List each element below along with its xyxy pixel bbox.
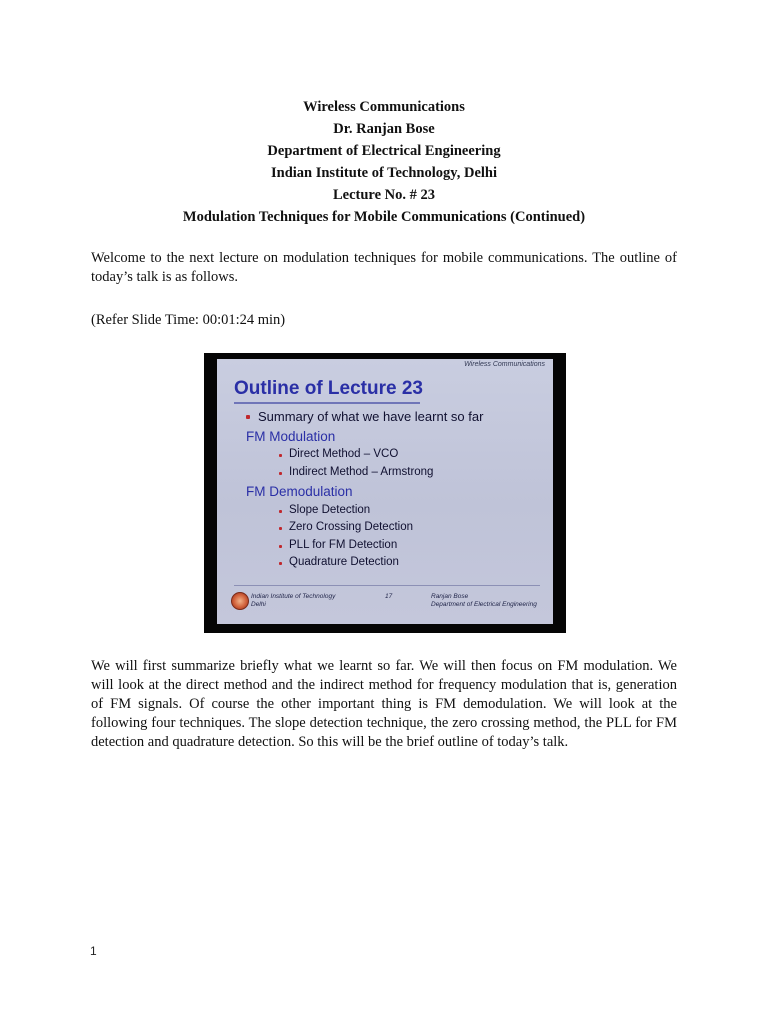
department-name: Department of Electrical Engineering xyxy=(267,143,501,159)
slide-list-item: Indirect Method – Armstrong xyxy=(279,466,433,478)
institute-name: Indian Institute of Technology, Delhi xyxy=(270,165,498,181)
slide-title: Outline of Lecture 23 xyxy=(234,378,423,399)
slide-list-item: Direct Method – VCO xyxy=(279,448,398,460)
lecture-title: Modulation Techniques for Mobile Communications (Continued) xyxy=(182,209,586,225)
course-title: Wireless Communications xyxy=(303,99,465,115)
slide-fm-modulation-heading: FM Modulation xyxy=(246,429,336,444)
page-number: 1 xyxy=(90,944,97,958)
slide-footer-author: Ranjan Bose Department of Electrical Engineering xyxy=(431,593,537,608)
instructor-name: Dr. Ranjan Bose xyxy=(333,121,435,137)
summary-paragraph: We will first summarize briefly what we learnt so far. We will then focus on FM modulation. We will look at the direct method and the indirect method for frequency modulation that is, generation of FM signals. Of course the other important thing is FM demodulation. We will look at the following four techniques. The slope detection technique, the zero crossing method, the PLL for FM detection and quadrature detection. So this will be the brief outline of today’s talk. xyxy=(91,658,677,750)
slide-footer-number: 17 xyxy=(385,593,393,600)
slide-fm-demodulation-heading: FM Demodulation xyxy=(246,484,353,499)
slide-list-item: Quadrature Detection xyxy=(279,556,399,568)
slide-footer-divider xyxy=(234,585,540,586)
slide-corner-label: Wireless Communications xyxy=(464,361,545,368)
slide-content xyxy=(217,359,553,624)
intro-paragraph: Welcome to the next lecture on modulation techniques for mobile communications. The outline of today’s talk is as follows. xyxy=(91,250,677,285)
slide-list-item: Zero Crossing Detection xyxy=(279,521,413,533)
slide-list-item: Slope Detection xyxy=(279,504,370,516)
slide-list-item: PLL for FM Detection xyxy=(279,539,397,551)
slide-footer-institute: Indian Institute of Technology Delhi xyxy=(251,593,336,608)
slide-title-underline xyxy=(234,402,420,404)
iit-logo-icon xyxy=(231,592,249,610)
slide-summary-item: Summary of what we have learnt so far xyxy=(246,409,483,424)
lecture-number: Lecture No. # 23 xyxy=(332,187,436,203)
lecture-slide-image xyxy=(204,353,566,633)
document-header xyxy=(0,96,768,228)
slide-time-reference: (Refer Slide Time: 00:01:24 min) xyxy=(91,312,286,328)
